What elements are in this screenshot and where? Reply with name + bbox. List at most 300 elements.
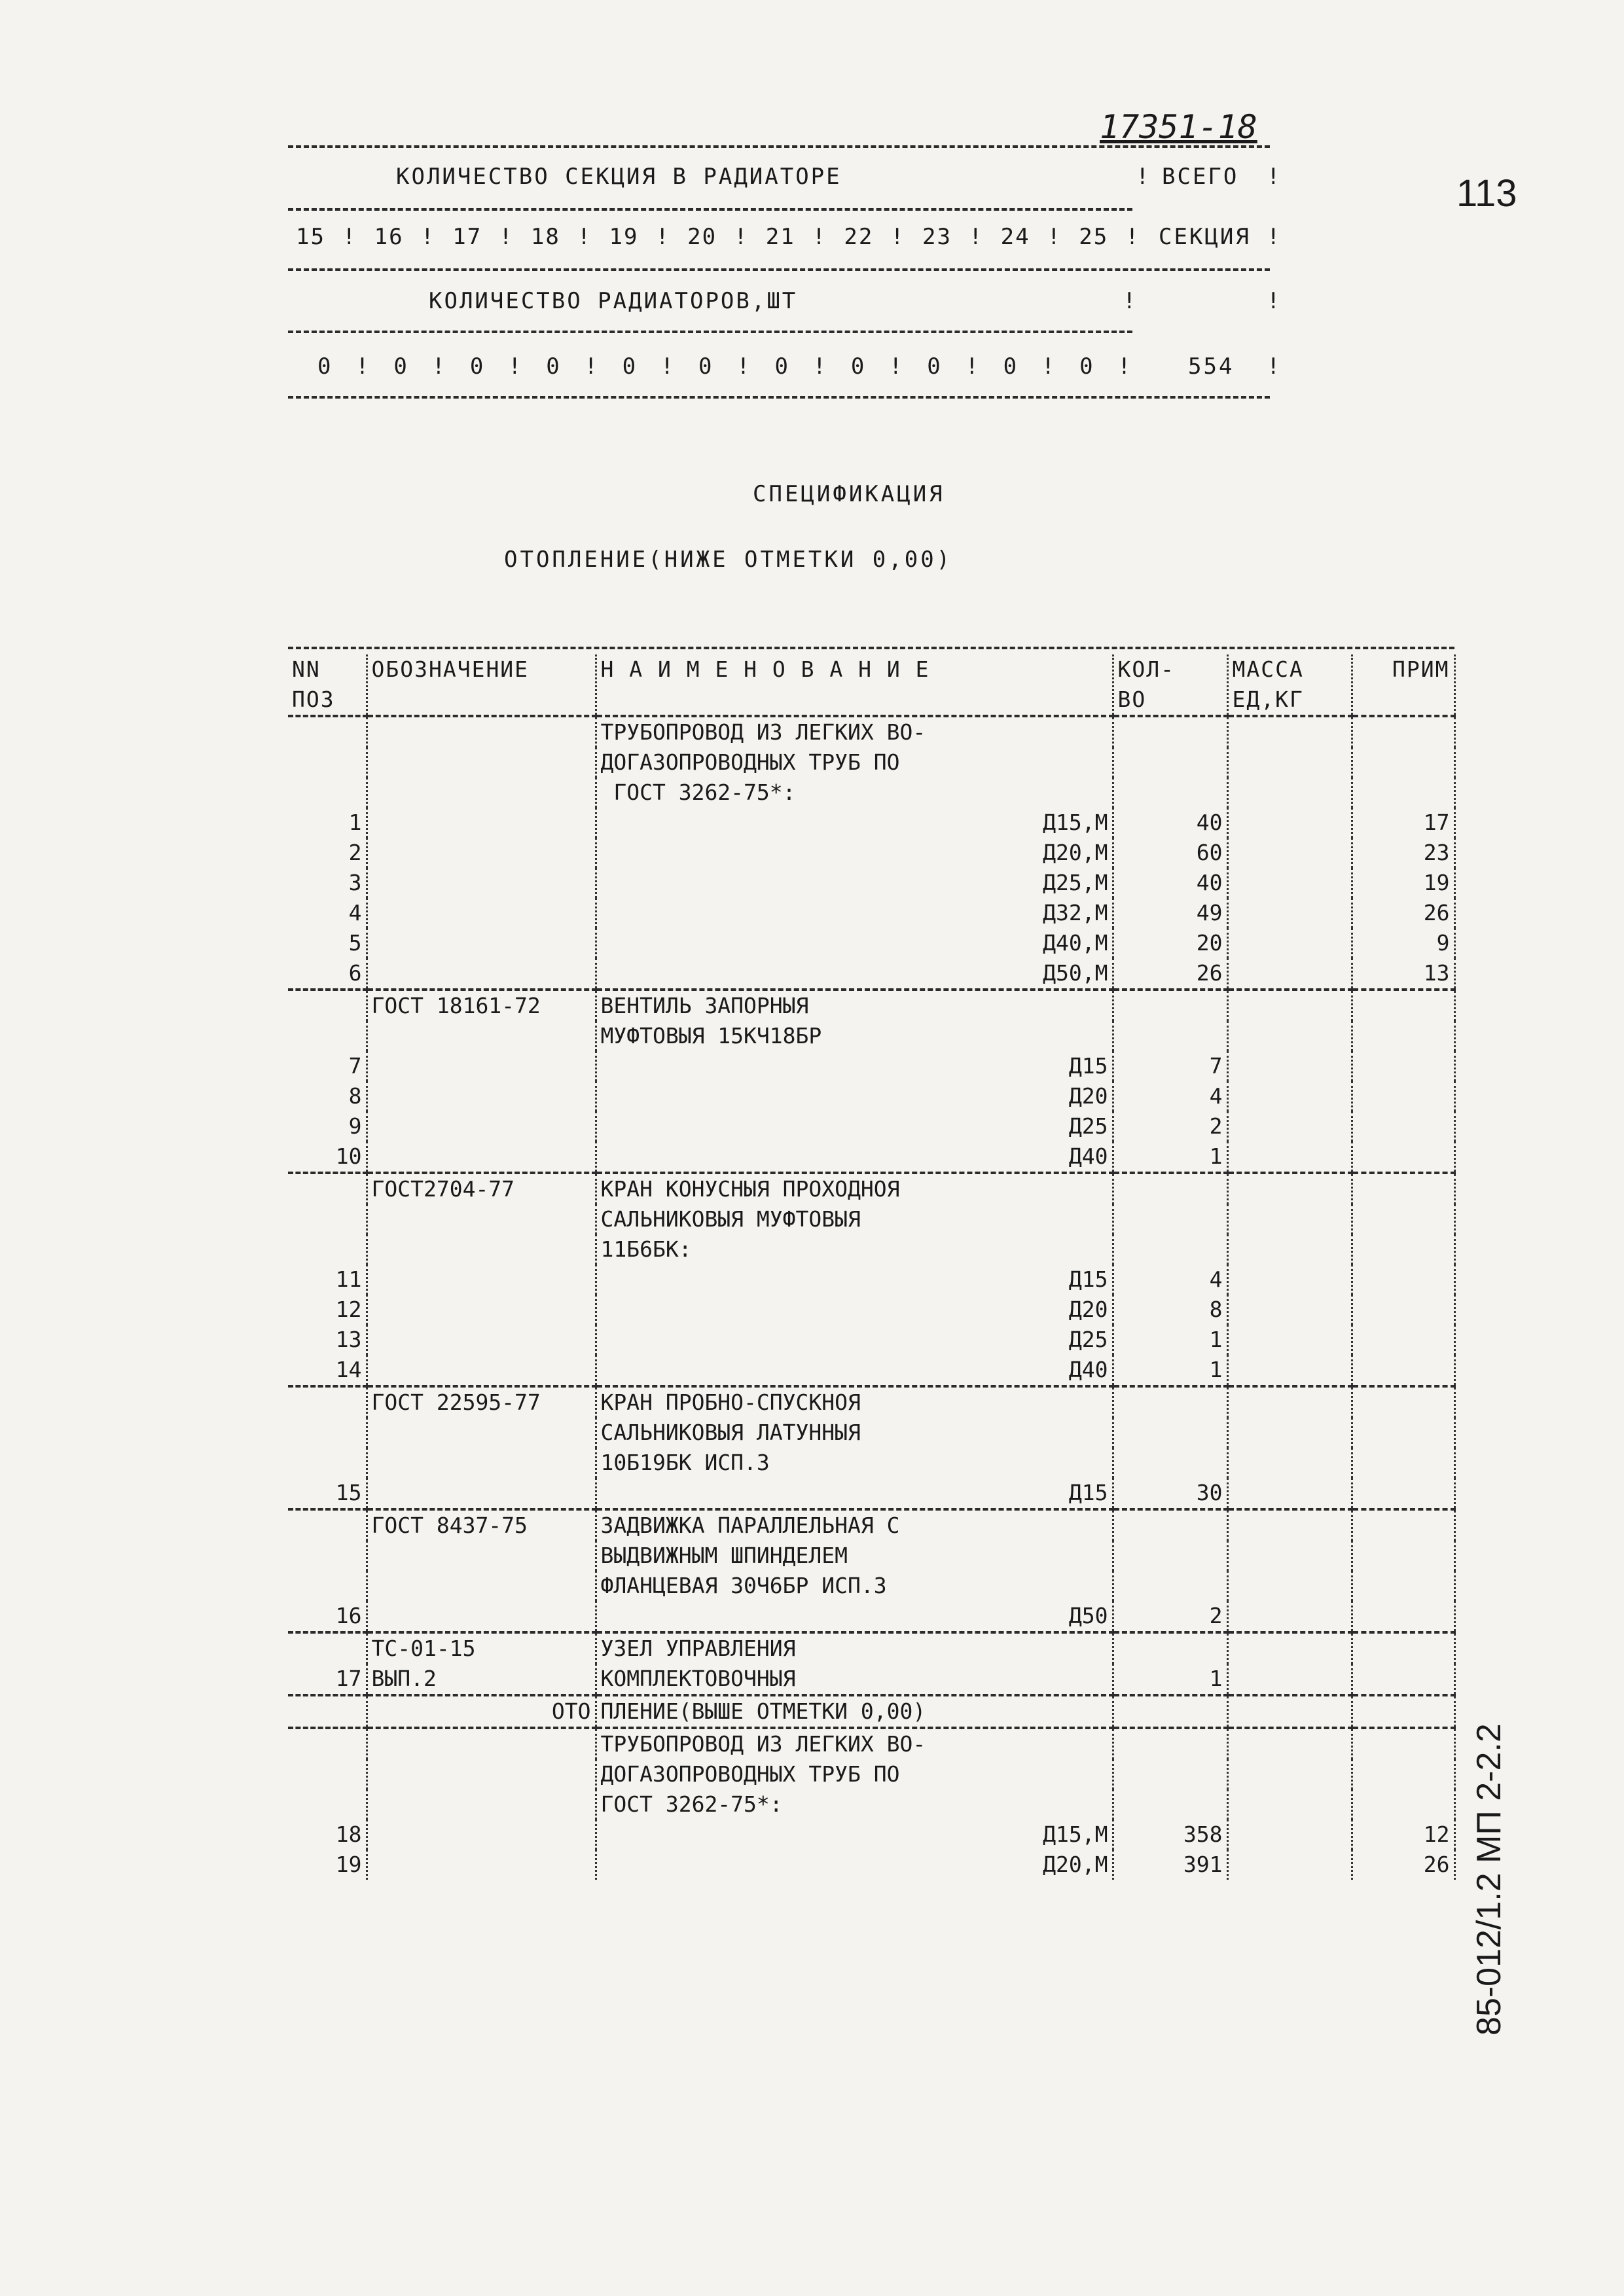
designation-cell	[367, 868, 596, 898]
col-note: ПРИМ	[1352, 655, 1454, 716]
spec-table	[288, 655, 1456, 1880]
table-row	[288, 1448, 1454, 1478]
qty-cell: 391	[1113, 1850, 1227, 1880]
table-row	[288, 1111, 1454, 1141]
name-cell: ТРУБОПРОВОД ИЗ ЛЕГКИХ ВО-	[596, 1728, 1113, 1759]
name-cell: ВЕНТИЛЬ ЗАПОРНЫЯ	[596, 990, 1113, 1021]
qty-cell: 4	[1113, 1081, 1227, 1111]
designation-cell: ГОСТ 22595-77	[367, 1386, 596, 1418]
pos-cell	[288, 778, 367, 808]
qty-cell	[1113, 1789, 1227, 1820]
table-rule-top	[288, 647, 1454, 649]
sections-row: 15 ! 16 ! 17 ! 18 ! 19 ! 20 ! 21 ! 22 ! 23 ! 24 ! 25 !	[296, 224, 1140, 250]
table-header-row	[288, 655, 1454, 716]
qty-cell	[1113, 1759, 1227, 1789]
designation-cell	[367, 1571, 596, 1601]
section-cell: 20	[687, 224, 717, 250]
table-row	[288, 1728, 1454, 1759]
mass-cell	[1227, 1204, 1352, 1234]
note-cell	[1352, 1325, 1454, 1355]
name-cell: САЛЬНИКОВЫЯ ЛАТУННЫЯ	[596, 1418, 1113, 1448]
name-cell: ЗАДВИЖКА ПАРАЛЛЕЛЬНАЯ С	[596, 1509, 1113, 1541]
mass-cell	[1227, 1789, 1352, 1820]
radiator-rule-2	[288, 208, 1132, 211]
table-row	[288, 1695, 1454, 1727]
pos-cell: 4	[288, 898, 367, 928]
mass-cell	[1227, 958, 1352, 988]
note-cell: 26	[1352, 898, 1454, 928]
table-row	[288, 868, 1454, 898]
qty-cell: 26	[1113, 958, 1227, 988]
section-cell: 19	[609, 224, 639, 250]
size-cell	[596, 1295, 1113, 1325]
pos-cell	[288, 1789, 367, 1820]
note-cell	[1352, 1234, 1454, 1265]
size-cell	[596, 1081, 1113, 1111]
name-cell: ВЫДВИЖНЫМ ШПИНДЕЛЕМ	[596, 1541, 1113, 1571]
qty-cell	[1113, 1571, 1227, 1601]
designation-cell: ГОСТ2704-77	[367, 1173, 596, 1204]
mass-cell	[1227, 1571, 1352, 1601]
counts-row: 0 ! 0 ! 0 ! 0 ! 0 ! 0 ! 0 ! 0 ! 0 ! 0 ! 0 !	[317, 353, 1132, 380]
section-cell: 15	[296, 224, 325, 250]
mass-cell	[1227, 1850, 1352, 1880]
name-cell: ПЛЕНИЕ(ВЫШЕ ОТМЕТКИ 0,00)	[596, 1695, 1113, 1727]
radiator-rule-4	[288, 331, 1132, 333]
table-row	[288, 1820, 1454, 1850]
pos-cell: 6	[288, 958, 367, 988]
mass-cell	[1227, 808, 1352, 838]
mass-cell	[1227, 1695, 1352, 1727]
pos-cell	[288, 1695, 367, 1727]
mass-cell	[1227, 747, 1352, 778]
size-label: Д20,М	[1043, 840, 1108, 865]
designation-cell: ГОСТ 8437-75	[367, 1509, 596, 1541]
pos-cell	[288, 1541, 367, 1571]
name-cell: ДОГАЗОПРОВОДНЫХ ТРУБ ПО	[596, 747, 1113, 778]
designation-cell	[367, 1789, 596, 1820]
section-cell: 21	[765, 224, 795, 250]
table-row	[288, 1021, 1454, 1051]
note-cell	[1352, 1111, 1454, 1141]
size-cell	[596, 868, 1113, 898]
qty-cell: 8	[1113, 1295, 1227, 1325]
designation-cell	[367, 1141, 596, 1172]
name-cell: ТРУБОПРОВОД ИЗ ЛЕГКИХ ВО-	[596, 716, 1113, 747]
note-cell	[1352, 1664, 1454, 1694]
qty-cell: 30	[1113, 1478, 1227, 1508]
note-cell	[1352, 1141, 1454, 1172]
size-label: Д25	[1068, 1327, 1108, 1352]
count-cell: 0	[546, 353, 561, 380]
designation-cell	[367, 1295, 596, 1325]
qty-cell	[1113, 1418, 1227, 1448]
mass-cell	[1227, 1728, 1352, 1759]
mass-cell	[1227, 1265, 1352, 1295]
table-row	[288, 928, 1454, 958]
qty-cell: 1	[1113, 1664, 1227, 1694]
size-cell	[596, 1051, 1113, 1081]
size-label: Д15,М	[1043, 1821, 1108, 1847]
mass-cell	[1227, 1051, 1352, 1081]
name-cell: МУФТОВЫЯ 15КЧ18БР	[596, 1021, 1113, 1051]
mass-cell	[1227, 716, 1352, 747]
table-row	[288, 1295, 1454, 1325]
table-row	[288, 808, 1454, 838]
size-label: Д20	[1068, 1083, 1108, 1109]
qty-cell	[1113, 778, 1227, 808]
qty-cell	[1113, 1509, 1227, 1541]
size-cell	[596, 1111, 1113, 1141]
size-cell	[596, 838, 1113, 868]
note-cell	[1352, 1509, 1454, 1541]
table-row	[288, 1541, 1454, 1571]
radiator-rule-3	[288, 268, 1270, 271]
size-cell	[596, 928, 1113, 958]
pos-cell	[288, 1509, 367, 1541]
spec-subtitle: ОТОПЛЕНИЕ(НИЖЕ ОТМЕТКИ 0,00)	[504, 547, 953, 573]
pos-cell: 8	[288, 1081, 367, 1111]
radiator-rule-top	[288, 145, 1270, 148]
size-cell	[596, 898, 1113, 928]
sheet-number: 17351-18	[1100, 108, 1257, 146]
qty-cell: 358	[1113, 1820, 1227, 1850]
table-row	[288, 1571, 1454, 1601]
note-cell	[1352, 1541, 1454, 1571]
size-label: Д15	[1068, 1266, 1108, 1292]
qty-cell: 2	[1113, 1601, 1227, 1631]
pos-cell	[288, 1632, 367, 1664]
mass-cell	[1227, 1081, 1352, 1111]
designation-cell	[367, 898, 596, 928]
note-cell	[1352, 1789, 1454, 1820]
qty-cell: 1	[1113, 1141, 1227, 1172]
designation-cell	[367, 1051, 596, 1081]
qty-cell: 1	[1113, 1325, 1227, 1355]
count-cell: 0	[1003, 353, 1019, 380]
section-cell: 24	[1000, 224, 1030, 250]
pos-cell	[288, 716, 367, 747]
count-cell: 0	[774, 353, 789, 380]
size-label: Д25	[1068, 1113, 1108, 1139]
mass-cell	[1227, 778, 1352, 808]
table-row	[288, 778, 1454, 808]
mass-cell	[1227, 1820, 1352, 1850]
radiator-pipe-3: !	[1267, 224, 1282, 250]
pos-cell: 1	[288, 808, 367, 838]
designation-cell	[367, 716, 596, 747]
designation-cell: ВЫП.2	[367, 1664, 596, 1694]
note-cell	[1352, 1081, 1454, 1111]
mass-cell	[1227, 838, 1352, 868]
name-cell: ГОСТ 3262-75*:	[596, 778, 1113, 808]
mass-cell	[1227, 1325, 1352, 1355]
note-cell	[1352, 778, 1454, 808]
qty-cell	[1113, 747, 1227, 778]
note-cell: 19	[1352, 868, 1454, 898]
table-row	[288, 1509, 1454, 1541]
mass-cell	[1227, 1632, 1352, 1664]
designation-cell: ТС-01-15	[367, 1632, 596, 1664]
qty-cell	[1113, 1021, 1227, 1051]
pos-cell	[288, 990, 367, 1021]
table-row	[288, 1325, 1454, 1355]
designation-cell: ГОСТ 18161-72	[367, 990, 596, 1021]
mass-cell	[1227, 868, 1352, 898]
size-label: Д20	[1068, 1297, 1108, 1322]
table-row	[288, 1081, 1454, 1111]
name-cell: 10Б19БК ИСП.3	[596, 1448, 1113, 1478]
pos-cell	[288, 1728, 367, 1759]
mass-cell	[1227, 1355, 1352, 1385]
note-cell	[1352, 1051, 1454, 1081]
table-row	[288, 1234, 1454, 1265]
count-cell: 0	[317, 353, 333, 380]
size-label: Д50	[1068, 1603, 1108, 1628]
note-cell	[1352, 1386, 1454, 1418]
mass-cell	[1227, 1111, 1352, 1141]
table-row	[288, 1418, 1454, 1448]
size-cell	[596, 1850, 1113, 1880]
mass-cell	[1227, 1386, 1352, 1418]
table-row	[288, 1759, 1454, 1789]
pos-cell: 15	[288, 1478, 367, 1508]
note-cell	[1352, 1759, 1454, 1789]
count-cell: 0	[1079, 353, 1094, 380]
table-row	[288, 1173, 1454, 1204]
note-cell	[1352, 1204, 1454, 1234]
table-row	[288, 990, 1454, 1021]
pos-cell	[288, 1234, 367, 1265]
size-cell	[596, 1601, 1113, 1631]
qty-cell	[1113, 1173, 1227, 1204]
section-cell: 22	[844, 224, 874, 250]
count-cell: 0	[469, 353, 485, 380]
designation-cell	[367, 747, 596, 778]
pos-cell	[288, 1021, 367, 1051]
size-label: Д15,М	[1043, 810, 1108, 835]
qty-cell	[1113, 1386, 1227, 1418]
note-cell	[1352, 1173, 1454, 1204]
page-number: 113	[1456, 172, 1517, 215]
mass-cell	[1227, 898, 1352, 928]
radiator-pipe-2: !	[1267, 164, 1282, 190]
mass-cell	[1227, 1234, 1352, 1265]
radiator-pipe-5: !	[1267, 288, 1282, 314]
pos-cell	[288, 1418, 367, 1448]
mass-cell	[1227, 928, 1352, 958]
note-cell	[1352, 1355, 1454, 1385]
table-row	[288, 1141, 1454, 1172]
table-row	[288, 1632, 1454, 1664]
designation-cell	[367, 1234, 596, 1265]
side-code: 85-012/1.2 МП 2-2.2	[1470, 1723, 1508, 2036]
note-cell	[1352, 1418, 1454, 1448]
radiator-total: 554	[1188, 353, 1235, 380]
mass-cell	[1227, 1509, 1352, 1541]
table-row	[288, 1386, 1454, 1418]
designation-cell	[367, 1759, 596, 1789]
size-cell	[596, 808, 1113, 838]
note-cell	[1352, 1728, 1454, 1759]
designation-cell	[367, 1541, 596, 1571]
qty-cell	[1113, 1234, 1227, 1265]
qty-cell: 40	[1113, 808, 1227, 838]
pos-cell: 16	[288, 1601, 367, 1631]
count-cell: 0	[850, 353, 866, 380]
designation-cell	[367, 1601, 596, 1631]
qty-cell: 1	[1113, 1355, 1227, 1385]
mass-cell	[1227, 1173, 1352, 1204]
table-row	[288, 1265, 1454, 1295]
qty-cell	[1113, 1632, 1227, 1664]
qty-cell: 60	[1113, 838, 1227, 868]
pos-cell: 2	[288, 838, 367, 868]
note-cell: 9	[1352, 928, 1454, 958]
radiator-count-title: КОЛИЧЕСТВО РАДИАТОРОВ,ШТ	[429, 288, 798, 314]
qty-cell: 2	[1113, 1111, 1227, 1141]
name-cell: УЗЕЛ УПРАВЛЕНИЯ	[596, 1632, 1113, 1664]
note-cell	[1352, 1448, 1454, 1478]
radiator-pipe-1: !	[1136, 164, 1151, 190]
mass-cell	[1227, 1141, 1352, 1172]
table-row	[288, 1051, 1454, 1081]
qty-cell	[1113, 1695, 1227, 1727]
count-cell: 0	[622, 353, 638, 380]
pos-cell: 13	[288, 1325, 367, 1355]
size-label: Д20,М	[1043, 1852, 1108, 1877]
designation-cell: ОТО	[367, 1695, 596, 1727]
size-label: Д25,М	[1043, 870, 1108, 895]
note-cell: 17	[1352, 808, 1454, 838]
pos-cell: 12	[288, 1295, 367, 1325]
note-cell	[1352, 1478, 1454, 1508]
note-cell	[1352, 1021, 1454, 1051]
mass-cell	[1227, 1418, 1352, 1448]
section-cell: 23	[922, 224, 952, 250]
section-cell: 16	[374, 224, 404, 250]
note-cell: 12	[1352, 1820, 1454, 1850]
qty-cell	[1113, 1448, 1227, 1478]
designation-cell	[367, 958, 596, 988]
mass-cell	[1227, 1664, 1352, 1694]
size-label: Д15	[1068, 1053, 1108, 1079]
radiator-rule-bottom	[288, 396, 1270, 399]
designation-cell	[367, 1820, 596, 1850]
qty-cell: 4	[1113, 1265, 1227, 1295]
name-cell: 11Б6БК:	[596, 1234, 1113, 1265]
size-cell	[596, 1478, 1113, 1508]
qty-cell	[1113, 1728, 1227, 1759]
size-cell	[596, 1325, 1113, 1355]
mass-cell	[1227, 1295, 1352, 1325]
mass-cell	[1227, 1541, 1352, 1571]
mass-cell	[1227, 1448, 1352, 1478]
pos-cell	[288, 747, 367, 778]
table-row	[288, 1204, 1454, 1234]
pos-cell: 7	[288, 1051, 367, 1081]
pos-cell: 9	[288, 1111, 367, 1141]
name-cell: ГОСТ 3262-75*:	[596, 1789, 1113, 1820]
designation-cell	[367, 1850, 596, 1880]
table-row	[288, 838, 1454, 868]
mass-cell	[1227, 1601, 1352, 1631]
name-cell: КРАН ПРОБНО-СПУСКНОЯ	[596, 1386, 1113, 1418]
col-pos: NN ПОЗ	[288, 655, 367, 716]
section-cell: 25	[1079, 224, 1109, 250]
qty-cell	[1113, 990, 1227, 1021]
qty-cell: 40	[1113, 868, 1227, 898]
table-row	[288, 1355, 1454, 1385]
pos-cell: 19	[288, 1850, 367, 1880]
name-cell: ДОГАЗОПРОВОДНЫХ ТРУБ ПО	[596, 1759, 1113, 1789]
size-label: Д50,М	[1043, 960, 1108, 986]
size-cell	[596, 1355, 1113, 1385]
table-row	[288, 1664, 1454, 1694]
designation-cell	[367, 1204, 596, 1234]
pos-cell: 11	[288, 1265, 367, 1295]
designation-cell	[367, 928, 596, 958]
note-cell: 23	[1352, 838, 1454, 868]
note-cell	[1352, 1632, 1454, 1664]
table-row	[288, 1478, 1454, 1508]
size-label: Д40,М	[1043, 930, 1108, 956]
designation-cell	[367, 1265, 596, 1295]
qty-cell	[1113, 1541, 1227, 1571]
mass-cell	[1227, 990, 1352, 1021]
col-designation: ОБОЗНАЧЕНИЕ	[367, 655, 596, 716]
name-cell: КРАН КОНУСНЫЯ ПРОХОДНОЯ	[596, 1173, 1113, 1204]
name-cell: ФЛАНЦЕВАЯ 30Ч6БР ИСП.3	[596, 1571, 1113, 1601]
pos-cell: 14	[288, 1355, 367, 1385]
radiator-pipe-6: !	[1267, 353, 1282, 380]
designation-cell	[367, 1111, 596, 1141]
pos-cell: 18	[288, 1820, 367, 1850]
table-row	[288, 747, 1454, 778]
qty-cell: 7	[1113, 1051, 1227, 1081]
pos-cell: 3	[288, 868, 367, 898]
designation-cell	[367, 1021, 596, 1051]
note-cell: 13	[1352, 958, 1454, 988]
note-cell	[1352, 1265, 1454, 1295]
table-row	[288, 1850, 1454, 1880]
note-cell	[1352, 747, 1454, 778]
table-row	[288, 1601, 1454, 1631]
name-cell: КОМПЛЕКТОВОЧНЫЯ	[596, 1664, 1113, 1694]
count-cell: 0	[393, 353, 408, 380]
radiator-title: КОЛИЧЕСТВО СЕКЦИЯ В РАДИАТОРЕ	[396, 164, 842, 190]
designation-cell	[367, 1418, 596, 1448]
size-cell	[596, 1265, 1113, 1295]
pos-cell: 5	[288, 928, 367, 958]
table-body	[288, 716, 1454, 1880]
qty-cell	[1113, 1204, 1227, 1234]
designation-cell	[367, 1355, 596, 1385]
note-cell	[1352, 716, 1454, 747]
pos-cell	[288, 1759, 367, 1789]
size-label: Д32,М	[1043, 900, 1108, 925]
count-cell: 0	[698, 353, 713, 380]
size-label: Д15	[1068, 1480, 1108, 1505]
size-cell	[596, 1820, 1113, 1850]
radiator-pipe-4: !	[1123, 288, 1138, 314]
designation-cell	[367, 778, 596, 808]
designation-cell	[367, 1478, 596, 1508]
sections-label: СЕКЦИЯ	[1159, 224, 1251, 250]
note-cell	[1352, 990, 1454, 1021]
col-name: Н А И М Е Н О В А Н И Е	[596, 655, 1113, 716]
size-label: Д40	[1068, 1357, 1108, 1382]
